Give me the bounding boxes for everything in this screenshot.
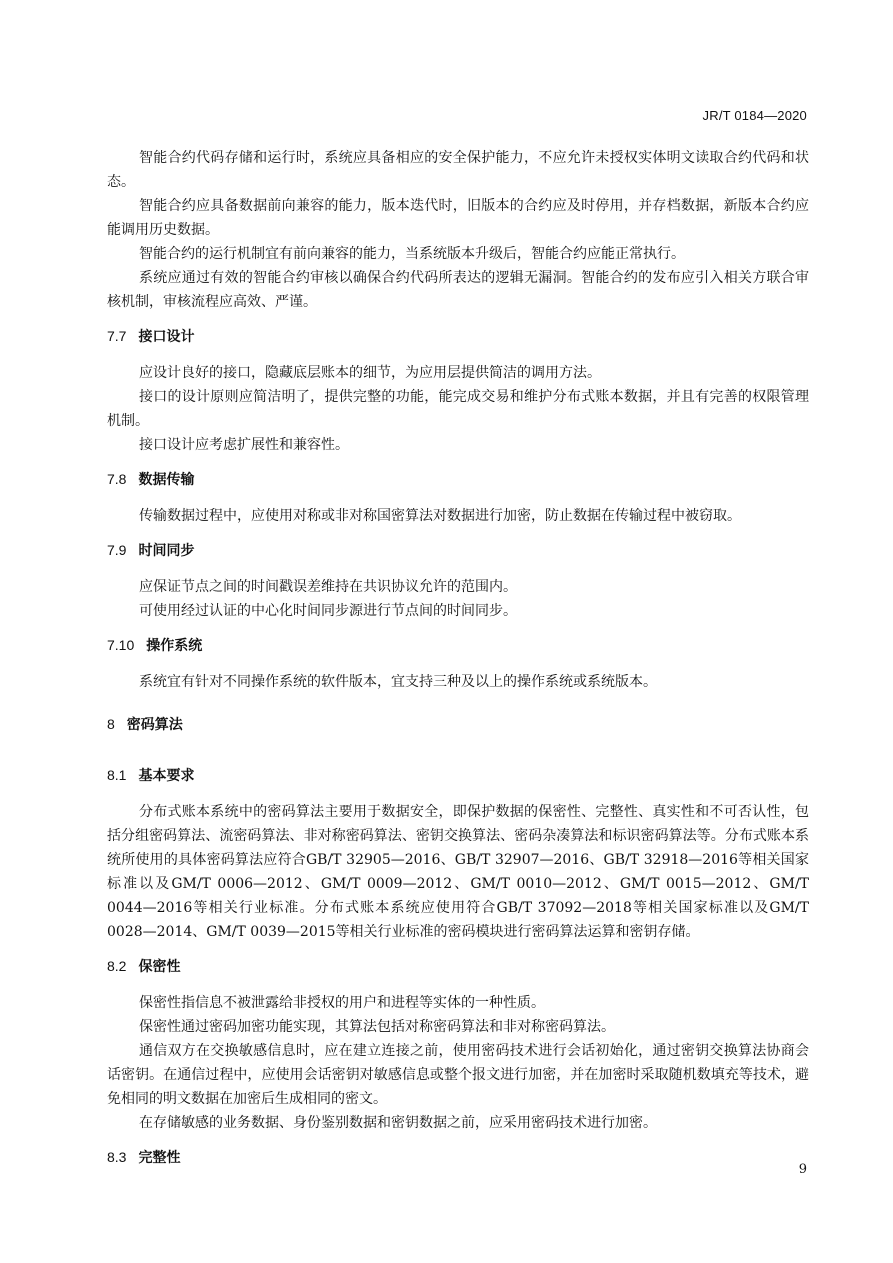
paragraph: 智能合约代码存储和运行时，系统应具备相应的安全保护能力，不应允许未授权实体明文读取合约代码和状态。 xyxy=(107,150,809,190)
section-title: 基本要求 xyxy=(138,768,195,784)
paragraph: 系统宜有针对不同操作系统的软件版本，宜支持三种及以上的操作系统或系统版本。 xyxy=(139,674,657,690)
section-number: 7.7 xyxy=(107,328,127,344)
paragraph: 保密性指信息不被泄露给非授权的用户和进程等实体的一种性质。 xyxy=(139,995,545,1011)
paragraph: 接口的设计原则应简洁明了，提供完整的功能，能完成交易和维护分布式账本数据，并且有完善的权限管理机制。 xyxy=(107,389,809,429)
section-heading xyxy=(107,623,809,670)
paragraph: 保密性通过密码加密功能实现，其算法包括对称密码算法和非对称密码算法。 xyxy=(139,1019,615,1035)
document-code: JR/T 0184—2020 xyxy=(702,108,807,123)
section-title: 接口设计 xyxy=(138,329,195,345)
section-heading xyxy=(107,314,809,361)
paragraph: 应设计良好的接口，隐藏底层账本的细节，为应用层提供简洁的调用方法。 xyxy=(139,365,601,381)
paragraph: 传输数据过程中，应使用对称或非对称国密算法对数据进行加密，防止数据在传输过程中被窃取。 xyxy=(139,508,741,524)
section-heading xyxy=(107,457,809,504)
section-heading xyxy=(107,753,809,800)
page-number: 9 xyxy=(798,1162,807,1177)
document-body xyxy=(107,146,809,1182)
section-title: 密码算法 xyxy=(126,717,183,733)
section-title: 时间同步 xyxy=(138,543,195,559)
section-number: 8.2 xyxy=(107,958,127,974)
paragraph: 应保证节点之间的时间戳误差维持在共识协议允许的范围内。 xyxy=(139,579,517,595)
section-number: 7.8 xyxy=(107,471,127,487)
section-number: 8.3 xyxy=(107,1149,127,1165)
section-number: 8 xyxy=(107,716,115,732)
paragraph: 系统应通过有效的智能合约审核以确保合约代码所表达的逻辑无漏洞。智能合约的发布应引入相关方联合审核机制，审核流程应高效、严谨。 xyxy=(107,270,809,310)
section-heading xyxy=(107,1135,809,1182)
section-heading xyxy=(107,528,809,575)
section-title: 操作系统 xyxy=(146,638,203,654)
section-number: 8.1 xyxy=(107,767,127,783)
paragraph: 智能合约应具备数据前向兼容的能力，版本迭代时，旧版本的合约应及时停用，并存档数据，新版本合约应能调用历史数据。 xyxy=(107,198,809,238)
section-title: 完整性 xyxy=(138,1150,181,1166)
section-title: 数据传输 xyxy=(138,472,195,488)
paragraph: 可使用经过认证的中心化时间同步源进行节点间的时间同步。 xyxy=(139,603,517,619)
chapter-heading xyxy=(107,694,809,753)
section-number: 7.10 xyxy=(107,637,135,653)
paragraph: 通信双方在交换敏感信息时，应在建立连接之前，使用密码技术进行会话初始化，通过密钥交换算法协商会话密钥。在通信过程中，应使用会话密钥对敏感信息或整个报文进行加密，并在加密时采取随机数填充等技术，避免相同的明文数据在加密后生成相同的密文。 xyxy=(107,1043,809,1107)
paragraph: 分布式账本系统中的密码算法主要用于数据安全，即保护数据的保密性、完整性、真实性和不可否认性，包括分组密码算法、流密码算法、非对称密码算法、密钥交换算法、密码杂凑算法和标识密码算法等。分布式账本系统所使用的具体密码算法应符合GB/T 32905—2016、GB/T 32907—2016、GB/T 32918—2016等相关国家标准以及GM/T 0006—2012、GM/T 0009—2012、GM/T 0010—2012、GM/T 0015—2012、GM/T 0044—2016等相关行业标准。分布式账本系统应使用符合GB/T 37092—2018等相关国家标准以及GM/T 0028—2014、GM/T 0039—2015等相关行业标准的密码模块进行密码算法运算和密钥存储。 xyxy=(107,804,809,940)
paragraph: 智能合约的运行机制宜有前向兼容的能力，当系统版本升级后，智能合约应能正常执行。 xyxy=(139,246,685,262)
section-heading xyxy=(107,944,809,991)
paragraph: 接口设计应考虑扩展性和兼容性。 xyxy=(139,437,349,453)
paragraph: 在存储敏感的业务数据、身份鉴别数据和密钥数据之前，应采用密码技术进行加密。 xyxy=(139,1115,657,1131)
section-number: 7.9 xyxy=(107,542,127,558)
section-title: 保密性 xyxy=(138,959,181,975)
